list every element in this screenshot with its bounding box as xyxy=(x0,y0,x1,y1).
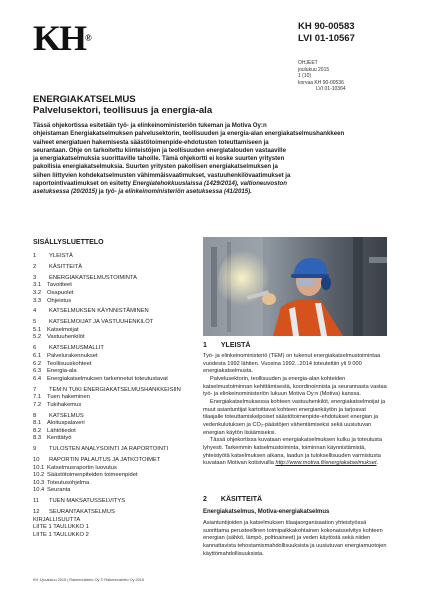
document-meta xyxy=(298,60,346,93)
toc-number: 1 xyxy=(33,253,37,259)
doc-number-lvi: LVI 01-10567 xyxy=(298,33,355,44)
toc-item xyxy=(33,446,198,454)
toc-label: Tavoitteet xyxy=(47,282,72,289)
intro-text: Tässä ohjekortissa esitetään työ- ja elinkeinoministeriön tukeman ja Motiva Oy:n xyxy=(33,122,267,129)
toc-number: 8.3 xyxy=(33,435,42,442)
toc-subitem xyxy=(33,465,198,473)
toc-label: KATSELMUS xyxy=(49,412,84,419)
toc-label: Katselmoijat xyxy=(47,326,79,333)
toc-number: 5.2 xyxy=(33,334,42,341)
toc-subitem xyxy=(33,394,198,402)
section-1-heading: 1 YLEISTÄ xyxy=(203,342,251,349)
toc-number: 5.1 xyxy=(33,326,42,333)
intro-line xyxy=(33,172,331,180)
toc-number: 8.1 xyxy=(33,420,42,427)
toc-label: Lähtötiedot xyxy=(47,427,76,434)
toc-subitem xyxy=(33,282,198,290)
intro-line xyxy=(33,188,331,196)
paragraph-text: Energiakatselmuksessa kohteen vastuuhenkilöt, energiakatselmoijat ja muut asiantuntijat kartoittavat kohteen energiankäytön ja tarjoavat tilaajalle toteuttamiskelpoiset säästötoimenpide-ehdotukset energian ja vedenkulutuksen ja CO₂-päästöjen vähentämiseksi sekä uusiutuvan energian käytön lisäämiseksi. xyxy=(203,398,386,436)
intro-paragraph xyxy=(33,122,345,197)
intro-italic: Energiatehokkuuslaissa (1429/2014), valtioneuvoston xyxy=(132,180,287,188)
toc-subitem xyxy=(33,353,198,361)
logo-text: KH xyxy=(33,18,86,58)
paragraph-text: . xyxy=(376,460,379,467)
toc-number: 3.3 xyxy=(33,297,42,304)
toc-subitem xyxy=(33,368,198,376)
toc-number: 5 xyxy=(33,319,37,326)
intro-text: vaiheet energiatuen hakemisesta säästötoimenpide-ehdotusten toteuttamiseen ja xyxy=(33,138,269,146)
toc-subitem xyxy=(33,435,198,443)
section-2-subheading: Energiakatselmus, Motiva-energiakatselmus xyxy=(203,509,330,515)
document-subtitle: Palvelusektori, teollisuus ja energia-ala xyxy=(33,105,213,116)
toc-subitem xyxy=(33,480,198,488)
toc-number: 3.2 xyxy=(33,289,42,296)
document-numbers xyxy=(298,21,355,45)
toc-item xyxy=(33,319,198,327)
intro-text: siihen liittyvien kohdekatselmusten vähimmäisvaatimukset, vastuuhenkilövaatimukset ja xyxy=(33,171,291,179)
toc-number: 6.3 xyxy=(33,368,42,375)
toc-label: KATSELMUSMALLIT xyxy=(49,345,104,352)
toc-item xyxy=(33,413,198,421)
toc-number: 3.1 xyxy=(33,282,42,289)
toc-label: TUEN MAKSATUSSELVITYS xyxy=(49,498,126,505)
paragraph-text: Palvelusektorin, teollisuuden ja energia-alan kohteiden katselmustoiminnan kehittämisestä, koordinoinnista ja seurannasta vastaa työ- ja elinkeinoministeriön lukuun Motiva Oy:n (Motiva) kanssa. xyxy=(203,375,387,398)
intro-italic: työ- ja elinkeinoministeriön asetuksessa (41/2015). xyxy=(105,188,252,196)
toc-number: 7.2 xyxy=(33,401,42,408)
toc-label: Aloituspalaveri xyxy=(47,420,85,427)
toc-subitem xyxy=(33,402,198,410)
toc-subitem xyxy=(33,334,198,342)
intro-text: seurantaan. Ohje on tarkoitettu kiinteistöjen ja teollisuuden energiatalouden vastaaville xyxy=(33,146,286,154)
toc-item xyxy=(33,524,198,532)
paragraph-text: Tässä ohjekortissa kuvataan energiakatselmuksen kulku ja toteutusta lyhyesti. Tarkemmin katselmustoiminta, toiminnan käynnistämistä, yhteistyötä katselmuksen aikana, laadun ja tuloksellisuuden varmistusta kuvataan Motivan kotisivuilla xyxy=(203,437,382,467)
toc-label: KIRJALLISUUTTA xyxy=(33,516,81,523)
intro-line xyxy=(33,155,331,163)
toc-label: KATSELMOIJAT JA VASTUUHENKILÖT xyxy=(49,319,154,326)
table-of-contents xyxy=(33,253,198,539)
toc-label: Vastuuhenkilöt xyxy=(47,334,85,341)
toc-label: ENERGIAKATSELMUSTOIMINTA xyxy=(49,274,137,281)
toc-label: Energia-ala xyxy=(47,368,77,375)
toc-number: 4 xyxy=(33,308,37,315)
intro-line xyxy=(33,139,331,147)
toc-label: SEURANTAKATSELMUS xyxy=(49,509,115,516)
toc-label: LIITE 1 TAULUKKO 1 xyxy=(33,524,89,531)
toc-number: 10.3 xyxy=(33,479,45,486)
toc-subitem xyxy=(33,472,198,480)
toc-number: 6.1 xyxy=(33,352,42,359)
intro-italic: asetuksessa (20/2015) xyxy=(33,188,99,196)
section-1-paragraph xyxy=(203,353,387,376)
toc-label: RAPORTIN PALAUTUS JA JATKOTOIMET xyxy=(49,457,161,464)
toc-label: Seuranta xyxy=(47,487,71,494)
toc-label: Osapuolet xyxy=(47,289,74,296)
toc-number: 10.4 xyxy=(33,487,45,494)
toc-number: 6 xyxy=(33,345,37,352)
toc-item xyxy=(33,457,198,465)
section-2-body: Asiantuntijoiden ja katselmuksen tilaajaorganisaation yhteistyössä suorittama perusteellinen toimipaikkakohtainen kokonaisselvitys kohteen energian (sähkö, lämpö, polttoaineet) ja veden käytöstä sekä niiden kannattavista tehostamismahdollisuuksista ja uusiutuvan energiamuotojen käyttömahdollisuuksista. xyxy=(203,520,387,557)
toc-subitem xyxy=(33,376,198,384)
toc-label: Teollisuuskohteet xyxy=(47,360,92,367)
section-1-paragraph xyxy=(203,399,387,437)
meta-type: OHJEET xyxy=(298,60,318,66)
intro-line xyxy=(33,130,345,138)
toc-label: Energiakatselmuksen tarkennetut toteutustavat xyxy=(47,375,168,382)
toc-subitem xyxy=(33,428,198,436)
toc-label: Säästötoimenpiteiden toimeenpidet xyxy=(47,472,138,479)
toc-number: 11 xyxy=(33,498,40,505)
motiva-link[interactable]: http://www.motiva.fi/energiakatselmukset xyxy=(275,460,377,467)
toc-item xyxy=(33,509,198,517)
toc-item xyxy=(33,308,198,316)
meta-date: joulukuu 2015 xyxy=(298,66,330,73)
toc-number: 7.1 xyxy=(33,394,42,401)
intro-line xyxy=(33,163,331,171)
section-1-body xyxy=(203,353,387,468)
kh-logo xyxy=(33,20,92,56)
toc-item xyxy=(33,517,198,525)
toc-label: Kenttätyö xyxy=(47,435,72,442)
toc-item xyxy=(33,387,198,395)
section-1-paragraph xyxy=(203,376,387,399)
toc-number: 10.2 xyxy=(33,472,45,479)
toc-title: SISÄLLYSLUETTELO xyxy=(33,239,104,246)
toc-number: 6.2 xyxy=(33,360,42,367)
intro-line xyxy=(33,180,331,188)
toc-subitem xyxy=(33,361,198,369)
paragraph-text: Työ- ja elinkeinoministeriö (TEM) on tukenut energiakatselmustoimintaa vuodesta 1992 lähtien. Vuosina 1992...2014 toteutettiin yli 9 000 energiakatselmusta. xyxy=(203,353,381,375)
toc-number: 12 xyxy=(33,509,40,516)
meta-replaces-lvi: LVI 01-10364 xyxy=(316,86,346,93)
toc-number: 7 xyxy=(33,386,37,393)
document-title: ENERGIAKATSELMUS xyxy=(33,94,136,105)
intro-text: ohjeistaman Energiakatselmuksen palvelusektorin, teollisuuden ja energia-alan energiakatselmushankkeen xyxy=(33,130,345,138)
toc-label: Toteutusohjelma xyxy=(47,479,90,486)
toc-item xyxy=(33,498,198,506)
toc-number: 8.2 xyxy=(33,427,42,434)
toc-label: Tukihakemus xyxy=(47,401,82,408)
toc-label: TEM:N TUKI ENERGIAKATSELMUSHANKKEISIIN xyxy=(49,386,181,393)
toc-label: TULOSTEN ANALYSOINTI JA RAPORTOINTI xyxy=(49,446,169,453)
intro-text: raportointivaatimukset on esitetty xyxy=(33,180,133,188)
registered-mark: ® xyxy=(85,33,92,43)
industrial-worker-image xyxy=(203,237,387,336)
toc-label: Ohjeistus xyxy=(47,297,72,304)
section-1-paragraph xyxy=(203,437,387,468)
page-footer: KH 1/joulukuu 2015 | Rakennustieto Oy © Rakennustieto Oy 2015 xyxy=(33,578,145,582)
toc-number: 10 xyxy=(33,457,40,464)
toc-subitem xyxy=(33,327,198,335)
toc-label: LIITE 1 TAULUKKO 2 xyxy=(33,531,89,538)
toc-number: 10.1 xyxy=(33,464,45,471)
toc-number: 3 xyxy=(33,274,37,281)
intro-text: ja xyxy=(98,188,106,196)
toc-label: KÄSITTEITÄ xyxy=(49,263,83,270)
intro-line xyxy=(33,147,331,155)
toc-subitem xyxy=(33,420,198,428)
toc-label: YLEISTÄ xyxy=(49,253,73,259)
toc-subitem xyxy=(33,298,198,306)
intro-text: ja energiakatselmuksia suorittaville tahoille. Tämä ohjekortti ei koske suurten yritysten xyxy=(33,155,285,163)
toc-label: Tuen hakeminen xyxy=(47,394,90,401)
doc-number-kh: KH 90-00583 xyxy=(298,21,355,32)
toc-item xyxy=(33,345,198,353)
intro-line xyxy=(33,122,331,130)
toc-subitem xyxy=(33,487,198,495)
meta-replaces-kh: korvaa KH 90-00536 xyxy=(298,79,344,86)
toc-number: 6.4 xyxy=(33,375,42,382)
meta-pages: 1 (10) xyxy=(298,73,312,80)
toc-item xyxy=(33,532,198,540)
toc-number: 2 xyxy=(33,263,37,270)
toc-label: Palvelurakennukset xyxy=(47,352,98,359)
intro-text: pakollisia energiakatselmuksia. Suurten yritysten pakollisen energiakatselmuksen ja xyxy=(33,163,278,171)
section-2-heading: 2 KÄSITTEITÄ xyxy=(203,496,263,503)
toc-subitem xyxy=(33,290,198,298)
toc-item xyxy=(33,264,198,272)
toc-number: 8 xyxy=(33,412,37,419)
toc-label: KATSELMUKSEN KÄYNNISTÄMINEN xyxy=(49,308,149,315)
toc-number: 9 xyxy=(33,446,37,453)
toc-label: Katselmusraportin luovutus xyxy=(47,464,117,471)
toc-item xyxy=(33,275,198,283)
worker-photo xyxy=(203,237,387,336)
toc-item xyxy=(33,253,198,261)
